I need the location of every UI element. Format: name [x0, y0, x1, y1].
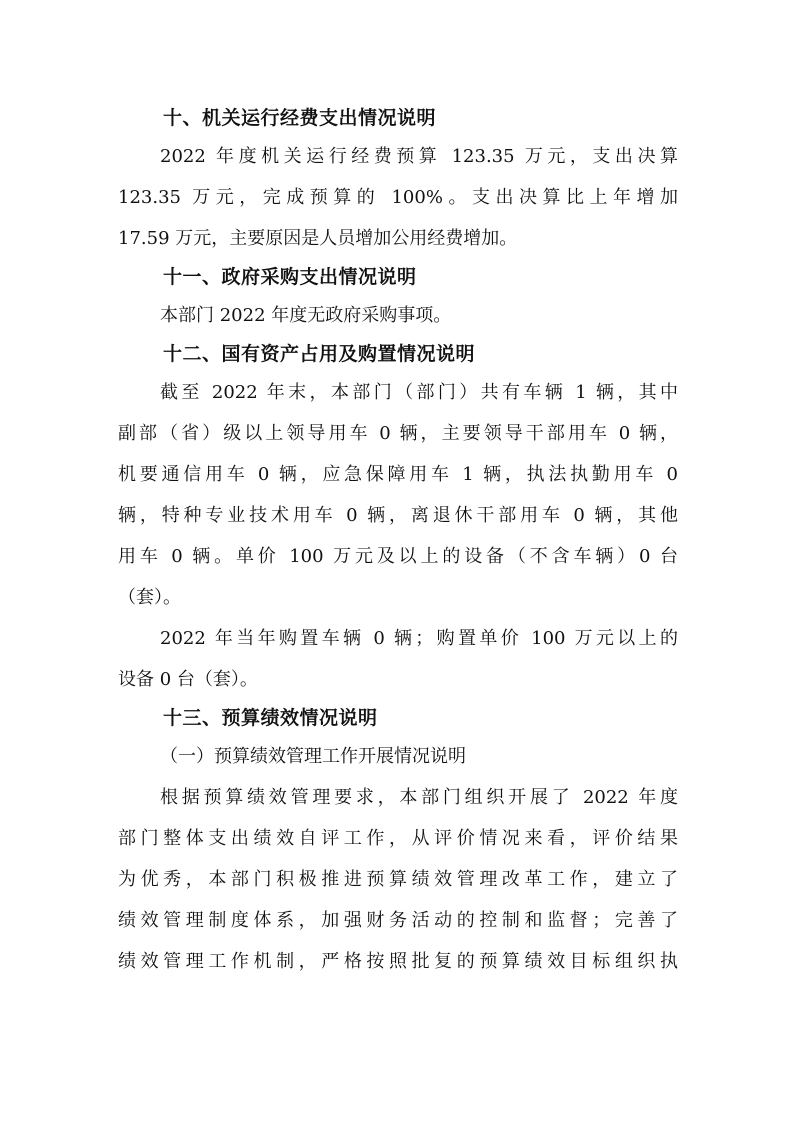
text-line: 本部门 2022 年度无政府采购事项。 [160, 305, 452, 326]
text-line: 根据预算绩效管理要求，本部门组织开展了 2022 年度 [160, 787, 678, 808]
section-heading-12: 十二、国有资产占用及购置情况说明 [163, 343, 476, 365]
text-line: 17.59 万元，主要原因是人员增加公用经费增加。 [118, 228, 518, 249]
text-line: 设备 0 台（套）。 [118, 669, 258, 690]
text-line: 2022 年度机关运行经费预算 123.35 万元，支出决算 [160, 146, 678, 167]
text-line: 副部（省）级以上领导用车 0 辆，主要领导干部用车 0 辆， [118, 423, 678, 444]
section-13-paragraph [118, 777, 678, 982]
text-line: 2022 年当年购置车辆 0 辆；购置单价 100 万元以上的 [160, 628, 678, 649]
text-line: 部门整体支出绩效自评工作，从评价情况来看，评价结果 [118, 828, 678, 849]
section-10-paragraph [118, 136, 678, 259]
text-line: 绩效管理制度体系，加强财务活动的控制和监督；完善了 [118, 910, 678, 931]
section-12-paragraph-vehicles [118, 372, 678, 618]
text-line: （套）。 [118, 587, 181, 608]
section-heading-11: 十一、政府采购支出情况说明 [163, 266, 417, 288]
text-line: 123.35 万元，完成预算的 100%。支出决算比上年增加 [118, 187, 678, 208]
document-page [118, 100, 678, 982]
text-line: 用车 0 辆。单价 100 万元及以上的设备（不含车辆）0 台 [118, 546, 678, 567]
section-11-paragraph [118, 295, 678, 336]
section-12-paragraph-purchases [118, 618, 678, 700]
subsection-heading: （一）预算绩效管理工作开展情况说明 [160, 746, 466, 767]
text-line: 为优秀，本部门积极推进预算绩效管理改革工作，建立了 [118, 869, 678, 890]
text-line: 机要通信用车 0 辆，应急保障用车 1 辆，执法执勤用车 0 [118, 464, 678, 485]
text-line: 截至 2022 年末，本部门（部门）共有车辆 1 辆，其中 [160, 382, 678, 403]
section-heading-13: 十三、预算绩效情况说明 [163, 707, 378, 729]
text-line: 辆，特种专业技术用车 0 辆，离退休干部用车 0 辆，其他 [118, 505, 678, 526]
section-heading-10: 十、机关运行经费支出情况说明 [163, 107, 437, 129]
text-line: 绩效管理工作机制，严格按照批复的预算绩效目标组织执 [118, 951, 678, 972]
